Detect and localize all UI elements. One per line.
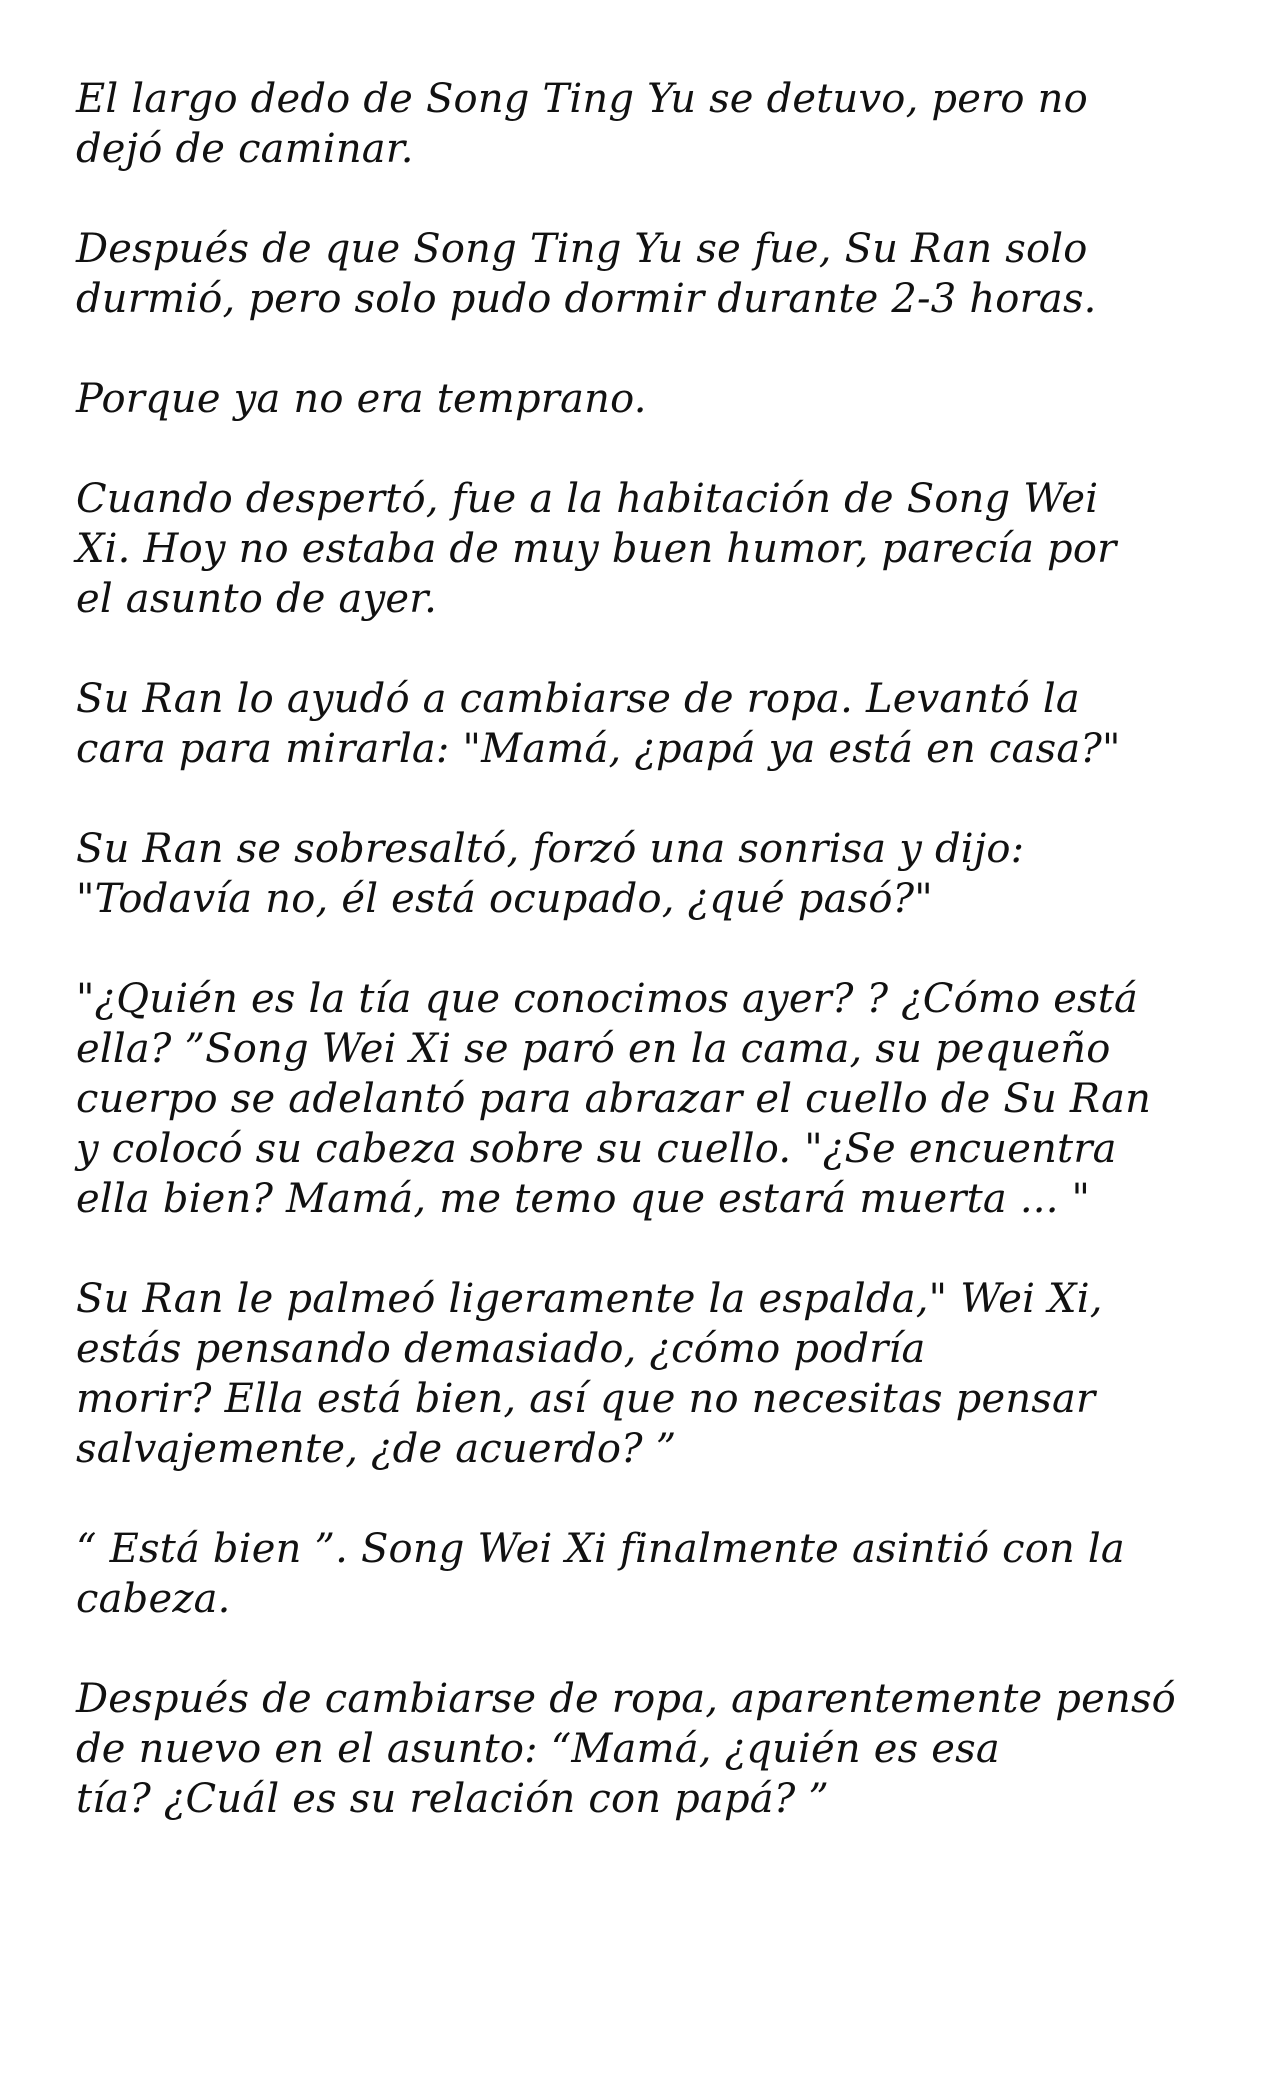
paragraph-3: [76, 374, 1216, 424]
text-line: cabeza.: [76, 1576, 231, 1622]
text-line: Xi. Hoy no estaba de muy buen humor, parecía por: [76, 526, 1117, 572]
text-line: cuerpo se adelantó para abrazar el cuello de Su Ran: [76, 1076, 1152, 1122]
text-line: Su Ran lo ayudó a cambiarse de ropa. Levantó la: [76, 676, 1080, 722]
text-line: de nuevo en el asunto: “Mamá, ¿quién es esa: [76, 1726, 1000, 1772]
text-line: cara para mirarla: "Mamá, ¿papá ya está en casa?": [76, 726, 1121, 772]
text-line: Después de que Song Ting Yu se fue, Su Ran solo: [76, 226, 1088, 272]
text-line: Porque ya no era temprano.: [76, 376, 647, 422]
text-line: ella bien? Mamá, me temo que estará muerta ... ": [76, 1176, 1091, 1222]
paragraph-6: [76, 824, 1216, 924]
text-line: Cuando despertó, fue a la habitación de Song Wei: [76, 476, 1099, 522]
story-text: [76, 74, 1216, 1874]
paragraph-10: [76, 1674, 1216, 1824]
text-line: dejó de caminar.: [76, 126, 414, 172]
text-line: Su Ran le palmeó ligeramente la espalda," Wei Xi,: [76, 1276, 1103, 1322]
text-line: El largo dedo de Song Ting Yu se detuvo, pero no: [76, 76, 1088, 122]
paragraph-1: [76, 74, 1216, 174]
paragraph-7: [76, 974, 1216, 1224]
text-line: estás pensando demasiado, ¿cómo podría: [76, 1326, 926, 1372]
text-line: “ Está bien ”. Song Wei Xi finalmente asintió con la: [76, 1526, 1125, 1572]
paragraph-4: [76, 474, 1216, 624]
text-line: "¿Quién es la tía que conocimos ayer? ? ¿Cómo está: [76, 976, 1139, 1022]
text-line: Después de cambiarse de ropa, aparentemente pensó: [76, 1676, 1176, 1722]
paragraph-5: [76, 674, 1216, 774]
text-line: salvajemente, ¿de acuerdo? ”: [76, 1426, 677, 1472]
paragraph-9: [76, 1524, 1216, 1624]
paragraph-8: [76, 1274, 1216, 1474]
text-line: morir? Ella está bien, así que no necesitas pensar: [76, 1376, 1096, 1422]
text-line: Su Ran se sobresaltó, forzó una sonrisa y dijo:: [76, 826, 1025, 872]
text-line: y colocó su cabeza sobre su cuello. "¿Se encuentra: [76, 1126, 1117, 1172]
paragraph-2: [76, 224, 1216, 324]
text-line: durmió, pero solo pudo dormir durante 2-3 horas.: [76, 276, 1097, 322]
text-line: el asunto de ayer.: [76, 576, 438, 622]
text-line: "Todavía no, él está ocupado, ¿qué pasó?": [76, 876, 933, 922]
text-line: ella? ”Song Wei Xi se paró en la cama, su pequeño: [76, 1026, 1111, 1072]
text-line: tía? ¿Cuál es su relación con papá? ”: [76, 1776, 830, 1822]
